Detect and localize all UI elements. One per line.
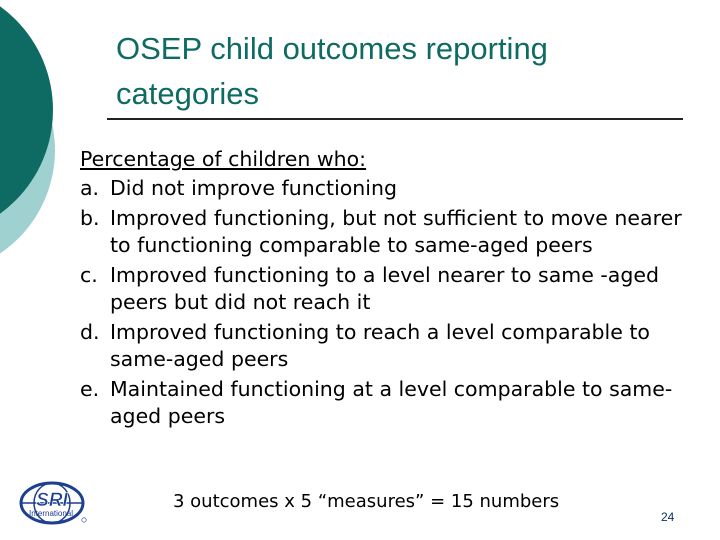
list-item <box>80 376 700 429</box>
list-item-text: Improved functioning to reach a level comparable to same-aged peers <box>110 320 650 371</box>
list-item-text: Improved functioning to a level nearer to same -aged peers but did not reach it <box>110 263 659 314</box>
title-divider <box>107 118 683 120</box>
list-item <box>80 205 700 258</box>
list-item <box>80 262 700 315</box>
list-item-letter: c. <box>80 263 98 287</box>
list-item-text: Did not improve functioning <box>110 175 397 200</box>
intro-text: Percentage of children who: <box>80 147 367 171</box>
page-number: 24 <box>661 510 675 524</box>
registered-mark-icon <box>82 518 86 522</box>
list-item <box>80 319 700 372</box>
slide-title: OSEP child outcomes reporting categories <box>116 31 548 111</box>
footer-note: 3 outcomes x 5 “measures” = 15 numbers <box>173 491 560 512</box>
list-item-text: Maintained functioning at a level comparable to same-aged peers <box>110 377 673 428</box>
slide-content <box>80 146 700 433</box>
logo-text: SRI <box>36 490 68 511</box>
list-item <box>80 175 700 202</box>
sri-international-logo <box>18 480 88 526</box>
logo-subtext: International <box>28 509 74 518</box>
list-item-letter: e. <box>80 377 100 401</box>
list-item-letter: b. <box>80 206 100 230</box>
list-item-letter: a. <box>80 175 100 200</box>
list-item-text: Improved functioning, but not sufficient to move nearer to functioning comparable to same-aged peers <box>110 206 682 257</box>
list-item-letter: d. <box>80 320 100 344</box>
